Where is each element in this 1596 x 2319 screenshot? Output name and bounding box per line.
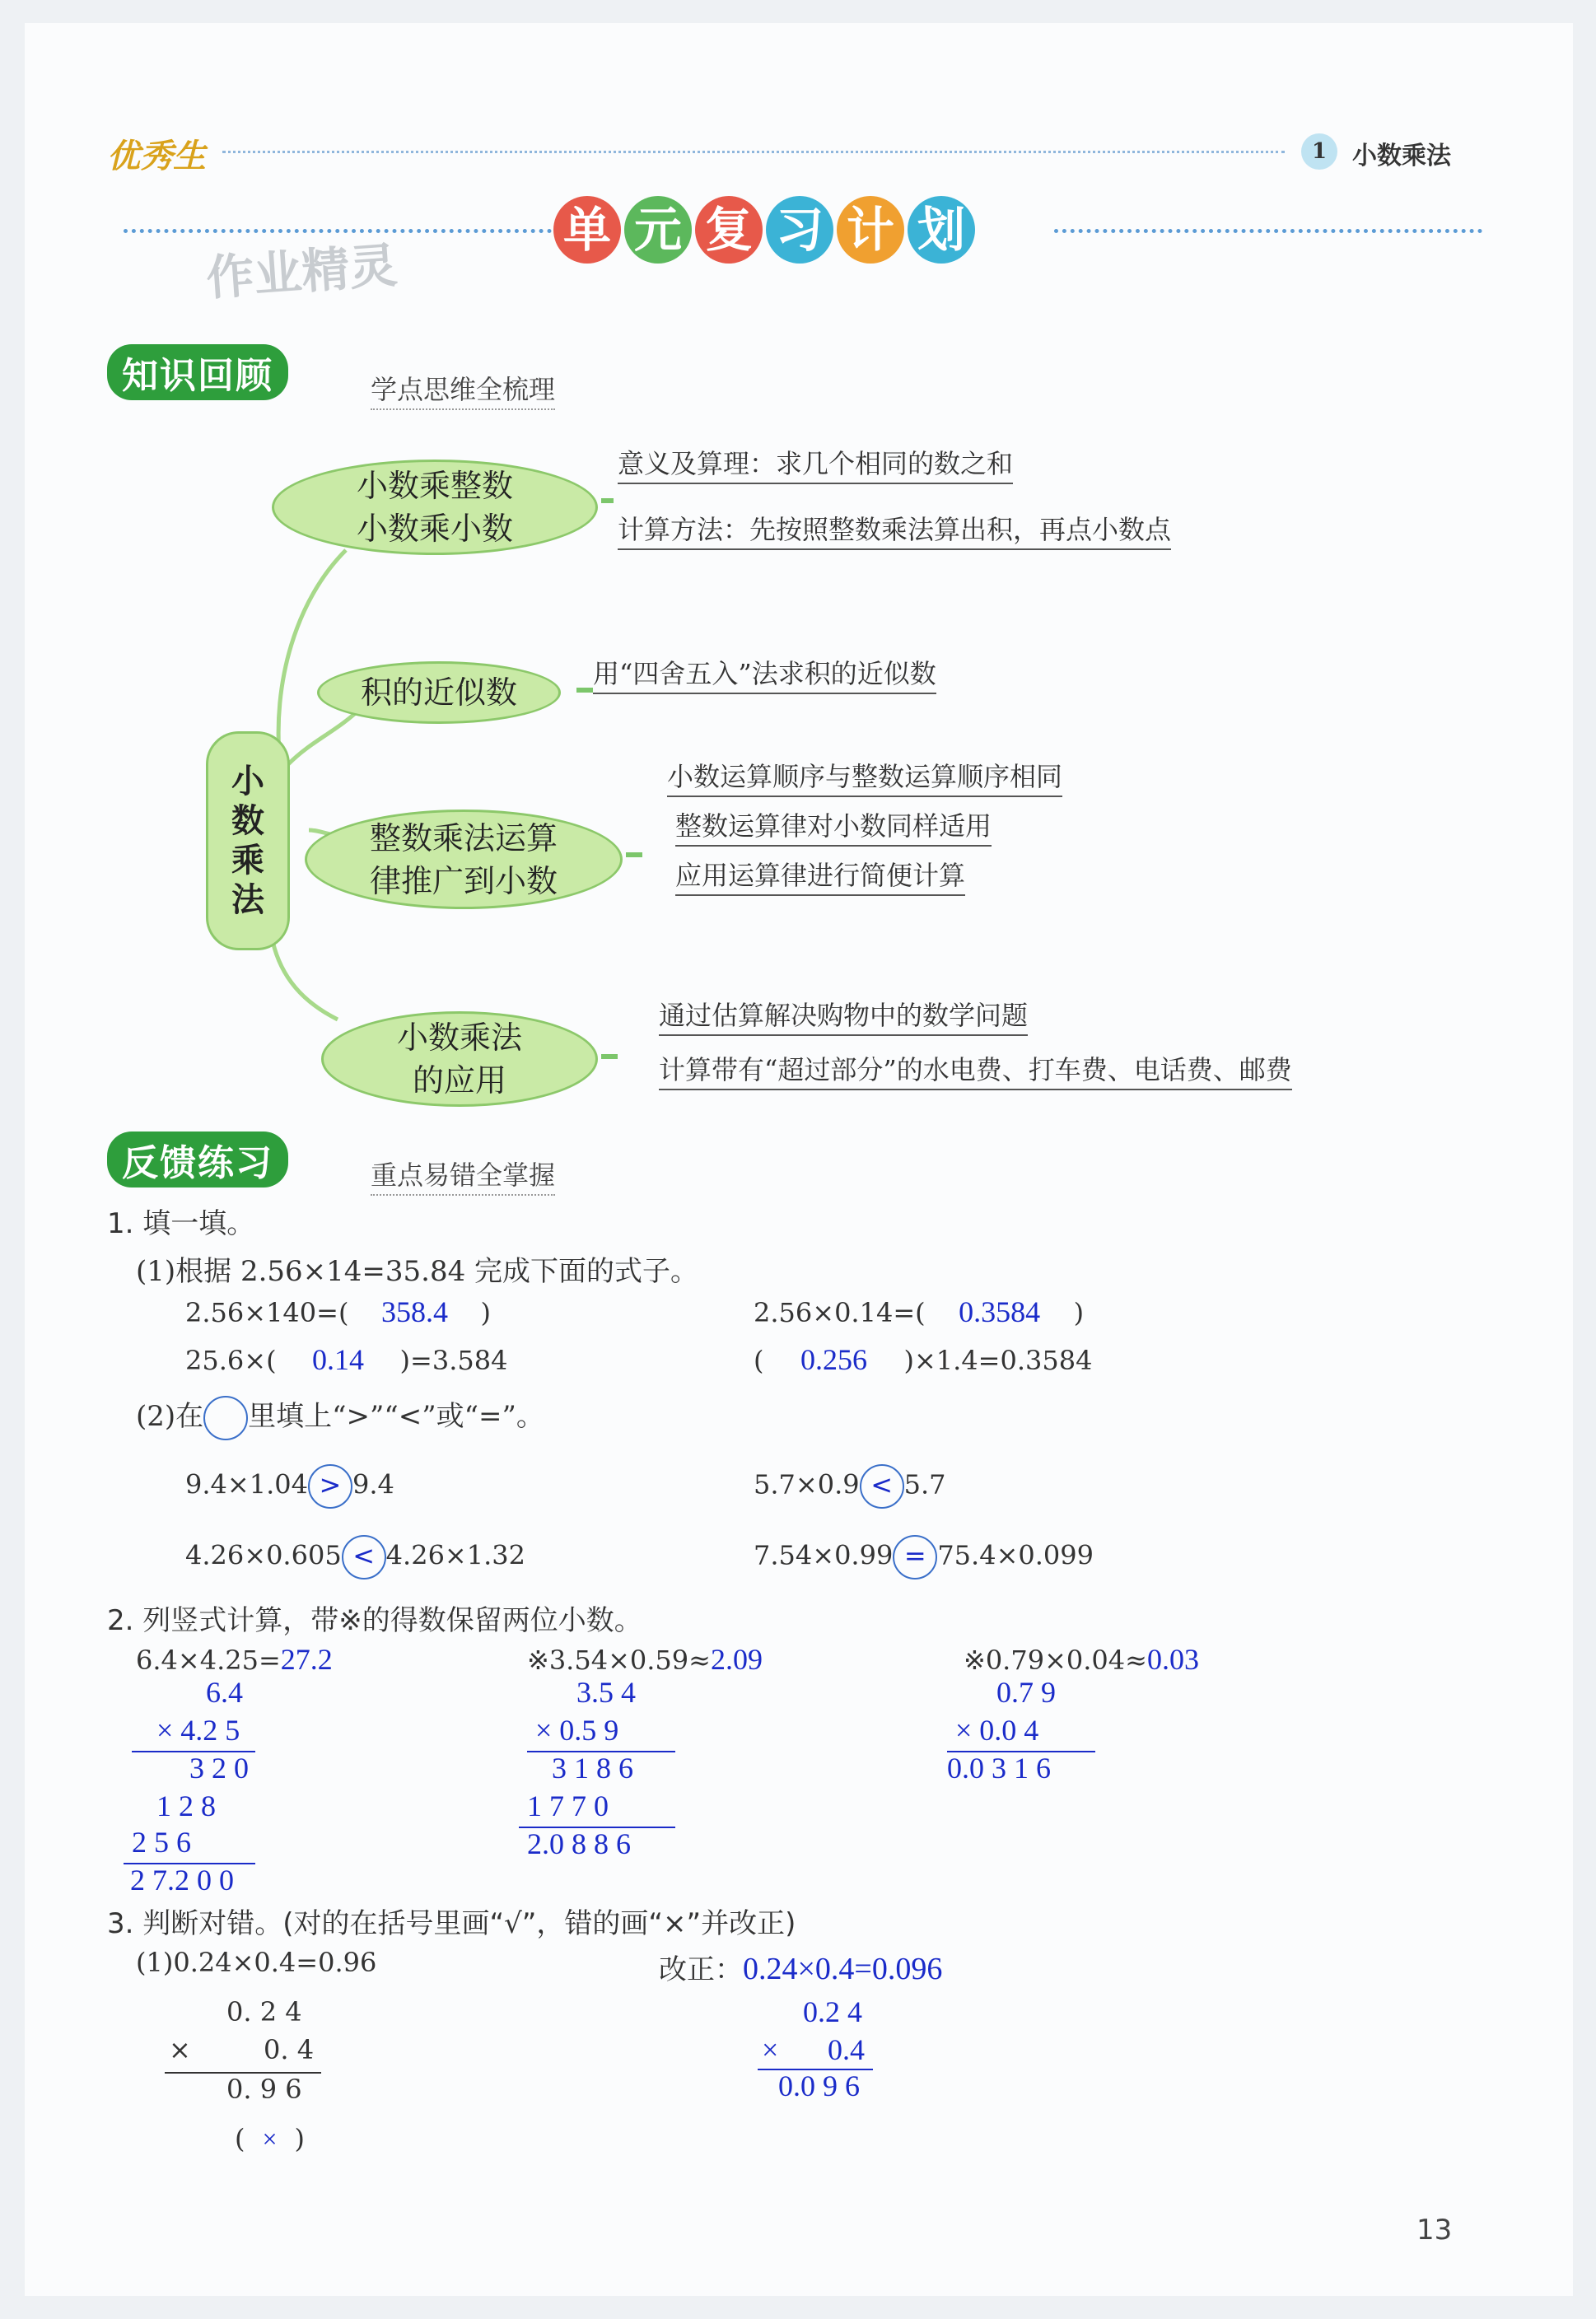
q2-c-expr — [964, 1642, 1199, 1677]
q1-d-open: ( — [754, 1345, 764, 1376]
branch2-detail1: 用“四舍五入”法求积的近似数 — [593, 653, 936, 694]
compare-circle: < — [860, 1464, 904, 1509]
q2-b-expr — [527, 1642, 763, 1677]
q2-c-answer: 0.03 — [1146, 1643, 1199, 1676]
banner-char: 元 — [624, 196, 692, 264]
unit-number-badge: 1 — [1301, 133, 1337, 170]
q1-a-close: ) — [480, 1297, 491, 1328]
unit-title: 小数乘法 — [1352, 142, 1451, 170]
q2-b-row: 1 7 7 0 — [527, 1789, 609, 1822]
q2-a-row: 3 2 0 — [189, 1752, 249, 1785]
q1-e-right: 9.4 — [352, 1468, 394, 1500]
banner-char: 复 — [695, 196, 763, 264]
q2-a-row: 2 5 6 — [132, 1826, 191, 1859]
q2-c-row: 0.0 3 1 6 — [947, 1752, 1051, 1785]
q1-e-left: 9.4×1.04 — [185, 1468, 308, 1500]
branch4-detail1: 通过估算解决购物中的数学问题 — [659, 995, 1028, 1036]
q2-b-row: 3 1 8 6 — [552, 1752, 633, 1785]
brand-logo: 优秀生 — [107, 138, 206, 175]
workbook-page — [25, 23, 1573, 2296]
q2-a-expression: 6.4×4.25= — [136, 1645, 281, 1676]
q3-part1: (1)0.24×0.4=0.96 — [136, 1947, 377, 1978]
q1-a — [185, 1295, 491, 1329]
branch3-detail1: 小数运算顺序与整数运算顺序相同 — [667, 756, 1062, 797]
branch-label: 的应用 — [412, 1062, 506, 1099]
q1-c — [185, 1342, 507, 1377]
q2-c-row: 0.7 9 — [996, 1676, 1056, 1709]
review-tag: 知识回顾 — [107, 344, 288, 400]
q2-a-row: × 4.2 5 — [156, 1714, 240, 1747]
q2-a-row: 1 2 8 — [156, 1789, 216, 1822]
q1-d-rest: )×1.4=0.3584 — [903, 1345, 1093, 1376]
root-char: 乘 — [231, 842, 264, 880]
branch-label: 律推广到小数 — [369, 862, 558, 899]
q3-fix-answer: 0.24×0.4=0.096 — [743, 1952, 943, 1986]
q1-part2-post: 里填上“>”“<”或“=”。 — [248, 1400, 544, 1433]
q2-b-answer: 2.09 — [710, 1643, 763, 1676]
q3-row: 0. 9 6 — [226, 2074, 302, 2105]
q1-f-left: 5.7×0.9 — [754, 1468, 860, 1500]
compare-circle: = — [893, 1535, 937, 1579]
q3-row: 0. 2 4 — [226, 1996, 302, 2027]
branch4-detail2: 计算带有“超过部分”的水电费、打车费、电话费、邮费 — [659, 1049, 1292, 1090]
root-char: 法 — [231, 881, 264, 919]
q3-verdict-mark: × — [262, 2124, 278, 2153]
branch-label: 小数乘整数 — [356, 468, 513, 504]
q2-a-row: 2 7.2 0 0 — [130, 1864, 234, 1897]
branch1-detail2: 计算方法：先按照整数乘法算出积，再点小数点 — [618, 509, 1171, 550]
branch-multiply — [272, 460, 598, 555]
watermark: 作业精灵 — [204, 236, 399, 306]
q3-title: 3. 判断对错。(对的在括号里画“√”，错的画“×”并改正) — [107, 1907, 796, 1940]
q3-fix-row: × — [762, 2033, 779, 2066]
q2-title: 2. 列竖式计算，带※的得数保留两位小数。 — [107, 1604, 642, 1637]
q1-c-expr: 25.6×( — [185, 1345, 277, 1376]
q1-c-answer: 0.14 — [312, 1343, 365, 1376]
q2-a-row: 6.4 — [206, 1676, 243, 1709]
root-char: 数 — [231, 802, 264, 840]
q3-verdict — [235, 2123, 305, 2154]
banner-char: 习 — [766, 196, 833, 264]
q1-b-answer: 0.3584 — [959, 1295, 1041, 1328]
q1-h — [754, 1535, 1094, 1579]
q2-a-answer: 27.2 — [280, 1643, 333, 1676]
branch3-detail2: 整数运算律对小数同样适用 — [675, 805, 992, 847]
branch1-detail1: 意义及算理：求几个相同的数之和 — [618, 443, 1013, 484]
page-number: 13 — [1416, 2214, 1453, 2247]
branch-label: 整数乘法运算 — [369, 819, 558, 856]
q2-b-expression: ※3.54×0.59≈ — [527, 1645, 711, 1676]
q3-verdict-close: ) — [294, 2123, 305, 2154]
q1-d — [754, 1342, 1092, 1377]
q1-part1: (1)根据 2.56×14=35.84 完成下面的式子。 — [136, 1255, 699, 1288]
q1-g-left: 4.26×0.605 — [185, 1539, 342, 1571]
q1-c-rest: )=3.584 — [399, 1345, 508, 1376]
branch-label: 积的近似数 — [360, 674, 517, 711]
branch-application — [321, 1011, 598, 1107]
practice-subtitle: 重点易错全掌握 — [371, 1155, 555, 1196]
q3-fix-label: 改正： — [659, 1953, 743, 1986]
branch-approx — [317, 661, 561, 724]
q1-part2 — [136, 1393, 544, 1440]
q1-f-right: 5.7 — [903, 1468, 946, 1500]
q3-fix — [659, 1947, 942, 1987]
branch-label: 小数乘法 — [396, 1020, 522, 1056]
q3-row: × — [169, 2034, 191, 2065]
q2-b-row: 2.0 8 8 6 — [527, 1827, 631, 1860]
banner-char: 计 — [837, 196, 904, 264]
q1-g — [185, 1535, 525, 1579]
mindmap-root — [206, 731, 290, 950]
branch-label: 小数乘小数 — [356, 511, 513, 547]
branch3-detail3: 应用运算律进行简便计算 — [675, 855, 965, 896]
banner-char: 单 — [553, 196, 621, 264]
q2-b-row: × 0.5 9 — [535, 1714, 619, 1747]
q1-e — [185, 1464, 394, 1509]
q1-a-answer: 358.4 — [380, 1295, 448, 1328]
q1-f — [754, 1464, 945, 1509]
q3-fix-row: 0.2 4 — [803, 1995, 862, 2028]
review-subtitle: 学点思维全梳理 — [371, 369, 555, 410]
q3-fix-row: 0.4 — [828, 2033, 865, 2066]
banner-char: 划 — [908, 196, 975, 264]
branch-laws — [305, 810, 623, 909]
q1-h-right: 75.4×0.099 — [937, 1539, 1094, 1571]
q3-row: 0. 4 — [264, 2034, 315, 2065]
q1-a-expr: 2.56×140=( — [185, 1297, 349, 1328]
q1-b-expr: 2.56×0.14=( — [754, 1297, 926, 1328]
q1-title: 1. 填一填。 — [107, 1207, 255, 1240]
q1-b — [754, 1295, 1084, 1329]
q1-b-close: ) — [1073, 1297, 1085, 1328]
root-char: 小 — [231, 763, 264, 800]
q1-g-right: 4.26×1.32 — [385, 1539, 525, 1571]
q3-verdict-open: ( — [235, 2123, 245, 2154]
q2-c-expression: ※0.79×0.04≈ — [964, 1645, 1147, 1676]
blank-circle — [203, 1396, 248, 1440]
compare-circle: > — [308, 1464, 352, 1509]
q2-a-expr — [136, 1642, 333, 1677]
practice-tag: 反馈练习 — [107, 1132, 288, 1187]
q3-fix-row: 0.0 9 6 — [778, 2069, 860, 2102]
q1-h-left: 7.54×0.99 — [754, 1539, 894, 1571]
q1-part2-pre: (2)在 — [136, 1400, 204, 1433]
compare-circle: < — [342, 1535, 386, 1579]
q2-b-row: 3.5 4 — [576, 1676, 636, 1709]
q1-d-answer: 0.256 — [800, 1343, 867, 1376]
q2-c-row: × 0.0 4 — [955, 1714, 1039, 1747]
